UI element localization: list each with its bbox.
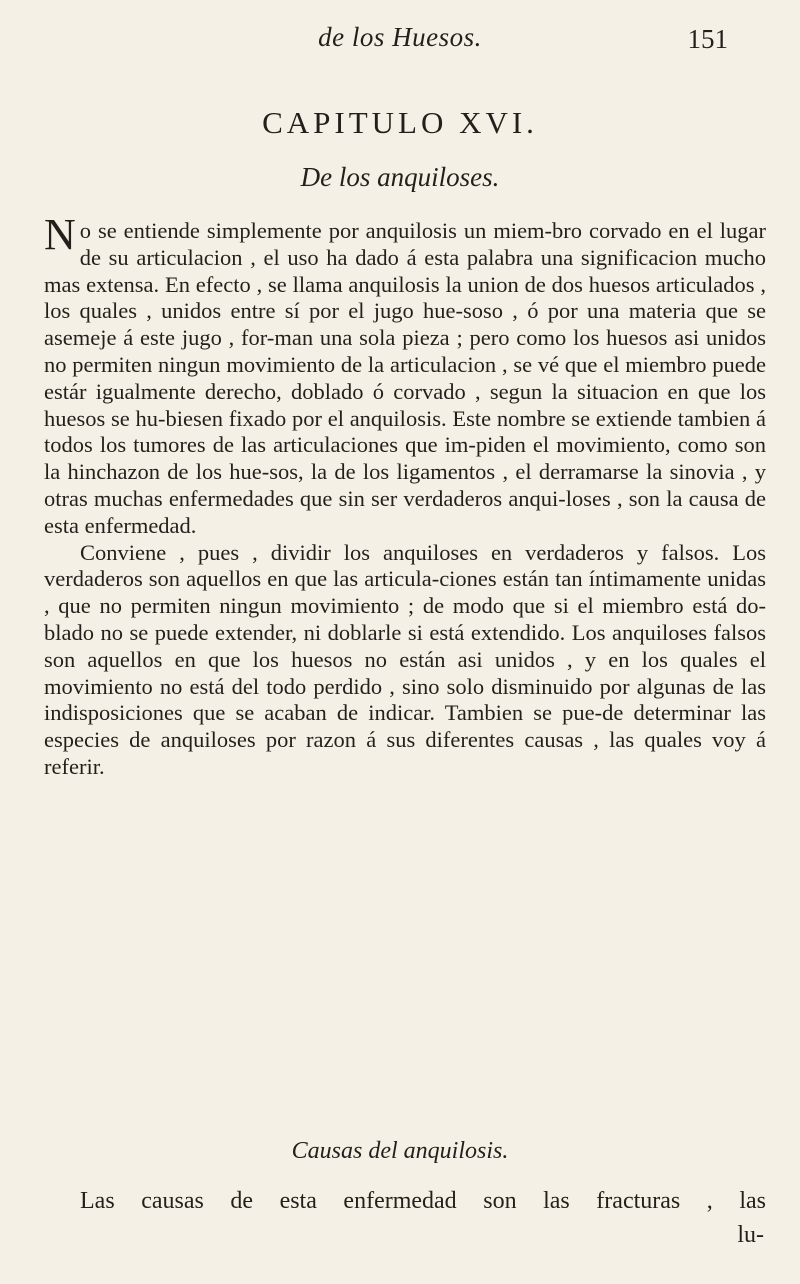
paragraph-1-text: o se entiende simplemente por anquilosis un miem-bro corvado en el lugar de su articulacion , el uso ha dado á esta palabra una significacion mucho mas extensa. En efecto , se llama anquilosis la union de dos huesos articulados , los quales , unidos entre sí por el jugo hue-soso , ó por una materia que se asemeje á este jugo , for-man una sola pieza ; pero como los huesos asi unidos no permiten ningun movimiento de la articulacion , se vé que el miembro puede estár igualmente derecho, doblado ó corvado , segun la situacion en que los huesos se hu-biesen fixado por el anquilosis. Este nombre se extiende tambien á todos los tumores de las articulaciones que im-piden el movimiento, como son la hinchazon de los hue-sos, la de los ligamentos , el derramarse la sinovia , y otras muchas enfermedades que sin ser verdaderos anqui-loses , son la causa de esta enfermedad. <box>44 218 766 538</box>
running-title: de los Huesos. <box>318 22 482 52</box>
chapter-heading: CAPITULO XVI. <box>262 105 538 140</box>
paragraph-1 <box>44 210 766 540</box>
section-heading: Causas del anquilosis. <box>291 1138 509 1164</box>
chapter-subtitle: De los anquiloses. <box>300 162 500 192</box>
drop-letter: N <box>44 210 76 259</box>
paragraph-2: Conviene , pues , dividir los anquiloses en verdaderos y falsos. Los verdaderos son aquellos en que las articula-ciones están tan íntimamente unidas , que no permiten ningun movimiento ; de modo que si el miembro está do-blado no se puede extender, ni doblarle si está extendido. Los anquiloses falsos son aquellos en que los huesos no están asi unidos , y en los quales el movimiento no está del todo perdido , sino solo disminuido por algunas de las indisposiciones que se acaban de indicar. Tambien se pue-de determinar las especies de anquiloses por razon á sus diferentes causas , las quales voy á referir. <box>44 539 766 779</box>
running-head <box>0 22 800 58</box>
body-text <box>44 210 766 781</box>
last-line: Las causas de esta enfermedad son las fracturas , las <box>80 1188 766 1214</box>
catchword: lu- <box>737 1222 764 1248</box>
page-number: 151 <box>687 24 728 54</box>
